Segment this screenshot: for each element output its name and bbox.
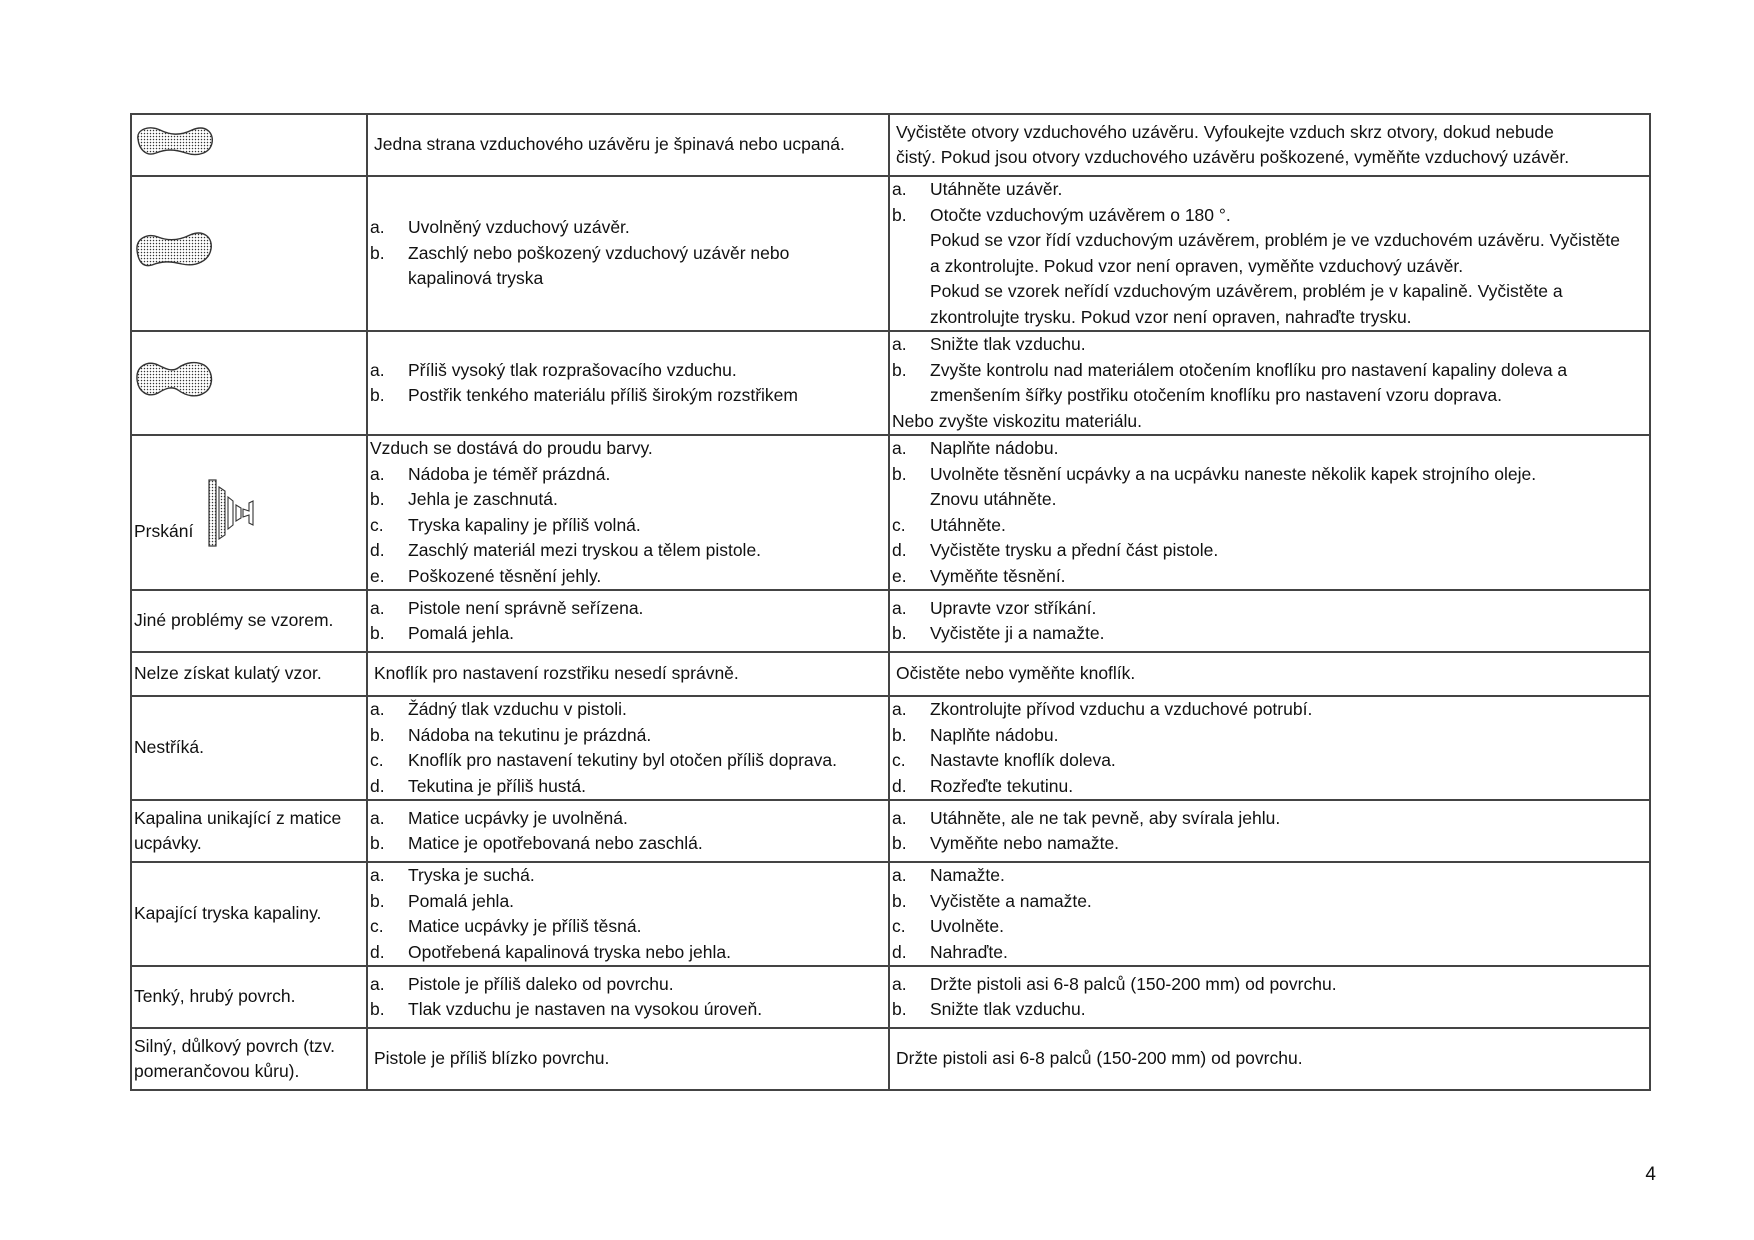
- line-text: Zvyšte kontrolu nad materiálem otočením knoflíku pro nastavení kapaliny doleva a: [930, 359, 1568, 380]
- cause-line: [370, 661, 886, 687]
- remedy-cell: [889, 590, 1650, 652]
- line-text: Pokud se vzor řídí vzduchovým uzávěrem, problém je ve vzduchovém uzávěru. Vyčistěte: [930, 230, 1620, 250]
- remedy-line: [892, 462, 1647, 488]
- remedy-line: [892, 487, 1647, 513]
- line-text: Matice ucpávky je příliš těsná.: [408, 916, 642, 936]
- cause-line: [370, 863, 886, 889]
- line-text: Držte pistoli asi 6-8 palců (150-200 mm) od povrchu.: [930, 973, 1337, 994]
- list-marker: a.: [892, 699, 907, 719]
- problem-cell: [131, 435, 367, 590]
- line-text: Jedna strana vzduchového uzávěru je špinavá nebo ucpaná.: [374, 134, 845, 155]
- remedy-line: [892, 564, 1647, 590]
- problem-cell: [131, 696, 367, 800]
- remedy-cell: [889, 966, 1650, 1028]
- list-marker: a.: [370, 865, 385, 885]
- remedy-line: [892, 1046, 1647, 1072]
- line-text: Tryska kapaliny je příliš volná.: [408, 514, 641, 535]
- cause-cell: [367, 1028, 889, 1090]
- problem-cell: [131, 590, 367, 652]
- list-marker: d.: [370, 775, 385, 796]
- cause-cell: [367, 800, 889, 862]
- list-marker: a.: [892, 179, 907, 199]
- remedy-line: [892, 806, 1647, 832]
- cause-line: [370, 383, 886, 409]
- list-marker: a.: [892, 334, 907, 354]
- problem-cell: [131, 114, 367, 176]
- cause-line: [370, 940, 886, 966]
- list-marker: a.: [370, 807, 385, 828]
- line-text: Snižte tlak vzduchu.: [930, 999, 1086, 1019]
- problem-cell: [131, 331, 367, 435]
- list-marker: c.: [892, 750, 906, 770]
- line-text: Držte pistoli asi 6-8 palců (150-200 mm) od povrchu.: [896, 1048, 1303, 1069]
- list-marker: e.: [370, 565, 385, 586]
- line-text: Utáhněte, ale ne tak pevně, aby svírala jehlu.: [930, 807, 1281, 828]
- line-text: Nebo zvyšte viskozitu materiálu.: [892, 410, 1142, 431]
- remedy-line: [892, 358, 1647, 384]
- problem-label: Nelze získat kulatý vzor.: [134, 663, 322, 684]
- list-marker: d.: [892, 540, 907, 560]
- split-pattern-icon: [134, 384, 214, 404]
- problem-label: Silný, důlkový povrch (tzv. pomerančovou kůru).: [134, 1035, 335, 1081]
- bean-pattern-icon: [134, 143, 216, 163]
- line-text: Otočte vzduchovým uzávěrem o 180 °.: [930, 204, 1231, 225]
- line-text: Vyčistěte ji a namažte.: [930, 623, 1105, 643]
- cause-cell: [367, 176, 889, 331]
- cause-line: [370, 972, 886, 998]
- remedy-line: [892, 723, 1647, 749]
- remedy-line: [892, 120, 1647, 146]
- remedy-cell: [889, 696, 1650, 800]
- remedy-line: [892, 228, 1647, 254]
- cause-line: [370, 564, 886, 590]
- remedy-line: [892, 409, 1647, 435]
- remedy-cell: [889, 331, 1650, 435]
- cause-line: [370, 831, 886, 857]
- kidney-pattern-icon: [134, 254, 214, 274]
- line-text: Rozřeďte tekutinu.: [930, 775, 1074, 796]
- list-marker: a.: [370, 217, 385, 238]
- line-text: Uvolněte těsnění ucpávky a na ucpávku naneste několik kapek strojního oleje.: [930, 463, 1537, 484]
- line-text: Knoflík pro nastavení tekutiny byl otočen příliš doprava.: [408, 750, 837, 770]
- remedy-line: [892, 254, 1647, 280]
- cause-line: [370, 697, 886, 723]
- remedy-line: [892, 596, 1647, 622]
- list-marker: a.: [370, 463, 385, 484]
- remedy-line: [892, 697, 1647, 723]
- problem-cell: [131, 862, 367, 966]
- list-marker: b.: [892, 833, 907, 853]
- line-text: Matice je opotřebovaná nebo zaschlá.: [408, 833, 703, 853]
- cause-line: [370, 215, 886, 241]
- cause-line: [370, 436, 886, 462]
- table-row: [131, 176, 1650, 331]
- cause-line: [370, 538, 886, 564]
- problem-cell: [131, 652, 367, 696]
- list-marker: d.: [892, 941, 907, 962]
- table-row: [131, 862, 1650, 966]
- remedy-line: [892, 513, 1647, 539]
- line-text: Žádný tlak vzduchu v pistoli.: [408, 699, 627, 719]
- problem-label: Nestříká.: [134, 737, 205, 758]
- list-marker: a.: [892, 597, 907, 618]
- problem-label: Prskání: [134, 520, 194, 541]
- list-marker: c.: [370, 514, 384, 535]
- line-text: Vyčistěte trysku a přední část pistole.: [930, 540, 1219, 560]
- line-text: Nádoba je téměř prázdná.: [408, 463, 611, 484]
- remedy-line: [892, 305, 1647, 331]
- line-text: Pistole je příliš blízko povrchu.: [374, 1048, 610, 1069]
- line-text: Namažte.: [930, 865, 1005, 885]
- problem-cell: [131, 800, 367, 862]
- cause-line: [370, 241, 886, 267]
- line-text: zmenšením šířky postřiku otočením knoflíku pro nastavení vzoru doprava.: [930, 385, 1502, 405]
- line-text: Nádoba na tekutinu je prázdná.: [408, 724, 652, 745]
- line-text: Pomalá jehla.: [408, 623, 515, 643]
- remedy-cell: [889, 1028, 1650, 1090]
- remedy-line: [892, 914, 1647, 940]
- remedy-line: [892, 177, 1647, 203]
- remedy-cell: [889, 435, 1650, 590]
- cause-line: [370, 358, 886, 384]
- remedy-line: [892, 774, 1647, 800]
- list-marker: b.: [370, 724, 385, 745]
- list-marker: d.: [370, 540, 385, 560]
- problem-cell: [131, 176, 367, 331]
- problem-cell: [131, 1028, 367, 1090]
- cause-line: [370, 487, 886, 513]
- problem-label: Kapající tryska kapaliny.: [134, 903, 322, 924]
- list-marker: b.: [370, 623, 385, 643]
- spitting-pattern-icon: [205, 477, 257, 549]
- problem-label: Tenký, hrubý povrch.: [134, 986, 296, 1007]
- line-text: Zaschlý nebo poškozený vzduchový uzávěr nebo: [408, 242, 790, 263]
- cause-line: [370, 513, 886, 539]
- cause-cell: [367, 114, 889, 176]
- list-marker: b.: [892, 463, 907, 484]
- list-marker: c.: [892, 916, 906, 936]
- line-text: Uvolněte.: [930, 916, 1004, 936]
- list-marker: a.: [892, 865, 907, 885]
- cause-cell: [367, 331, 889, 435]
- line-text: Vyměňte těsnění.: [930, 565, 1066, 586]
- cause-cell: [367, 862, 889, 966]
- line-text: Utáhněte uzávěr.: [930, 179, 1063, 199]
- list-marker: a.: [892, 807, 907, 828]
- remedy-cell: [889, 652, 1650, 696]
- line-text: Snižte tlak vzduchu.: [930, 334, 1086, 354]
- cause-cell: [367, 696, 889, 800]
- cause-line: [370, 462, 886, 488]
- list-marker: b.: [892, 999, 907, 1019]
- line-text: kapalinová tryska: [408, 268, 544, 289]
- remedy-line: [892, 972, 1647, 998]
- cause-line: [370, 748, 886, 774]
- list-marker: d.: [370, 941, 385, 962]
- remedy-line: [892, 889, 1647, 915]
- list-marker: a.: [370, 699, 385, 719]
- line-text: zkontrolujte trysku. Pokud vzor není opraven, nahraďte trysku.: [930, 306, 1412, 327]
- table-row: [131, 590, 1650, 652]
- cause-cell: [367, 966, 889, 1028]
- table-row: [131, 435, 1650, 590]
- line-text: Příliš vysoký tlak rozprašovacího vzduchu.: [408, 359, 737, 380]
- remedy-line: [892, 997, 1647, 1023]
- line-text: a zkontrolujte. Pokud vzor není opraven, vyměňte vzduchový uzávěr.: [930, 255, 1464, 276]
- remedy-line: [892, 940, 1647, 966]
- line-text: Nastavte knoflík doleva.: [930, 750, 1116, 770]
- list-marker: b.: [370, 385, 385, 405]
- line-text: Vzduch se dostává do proudu barvy.: [370, 438, 653, 458]
- line-text: Naplňte nádobu.: [930, 438, 1059, 458]
- cause-line: [370, 132, 886, 158]
- list-marker: b.: [892, 724, 907, 745]
- remedy-cell: [889, 176, 1650, 331]
- remedy-line: [892, 621, 1647, 647]
- cause-line: [370, 914, 886, 940]
- problem-cell: [131, 966, 367, 1028]
- remedy-line: [892, 436, 1647, 462]
- list-marker: b.: [892, 623, 907, 643]
- list-marker: a.: [370, 973, 385, 994]
- list-marker: c.: [370, 750, 384, 770]
- remedy-line: [892, 145, 1647, 171]
- table-row: [131, 114, 1650, 176]
- list-marker: b.: [370, 242, 385, 263]
- line-text: Tryska je suchá.: [408, 865, 535, 885]
- remedy-cell: [889, 114, 1650, 176]
- line-text: Pistole je příliš daleko od povrchu.: [408, 973, 674, 994]
- cause-line: [370, 1046, 886, 1072]
- cause-cell: [367, 590, 889, 652]
- remedy-line: [892, 279, 1647, 305]
- line-text: čistý. Pokud jsou otvory vzduchového uzávěru poškozené, vyměňte vzduchový uzávěr.: [896, 147, 1570, 167]
- cause-line: [370, 266, 886, 292]
- table-row: [131, 652, 1650, 696]
- line-text: Vyměňte nebo namažte.: [930, 833, 1120, 853]
- line-text: Utáhněte.: [930, 514, 1006, 535]
- list-marker: b.: [892, 890, 907, 911]
- cause-line: [370, 596, 886, 622]
- line-text: Matice ucpávky je uvolněná.: [408, 807, 628, 828]
- cause-line: [370, 774, 886, 800]
- list-marker: e.: [892, 565, 907, 586]
- cause-cell: [367, 435, 889, 590]
- list-marker: a.: [892, 438, 907, 458]
- cause-line: [370, 621, 886, 647]
- line-text: Uvolněný vzduchový uzávěr.: [408, 217, 630, 238]
- line-text: Tlak vzduchu je nastaven na vysokou úroveň.: [408, 999, 763, 1019]
- list-marker: c.: [370, 916, 384, 936]
- list-marker: d.: [892, 775, 907, 796]
- list-marker: b.: [370, 833, 385, 853]
- line-text: Knoflík pro nastavení rozstřiku nesedí správně.: [374, 663, 739, 684]
- line-text: Pomalá jehla.: [408, 890, 515, 911]
- line-text: Tekutina je příliš hustá.: [408, 775, 587, 796]
- remedy-line: [892, 203, 1647, 229]
- remedy-line: [892, 863, 1647, 889]
- list-marker: b.: [370, 489, 385, 509]
- list-marker: a.: [892, 973, 907, 994]
- line-text: Opotřebená kapalinová tryska nebo jehla.: [408, 941, 731, 962]
- list-marker: a.: [370, 359, 385, 380]
- remedy-line: [892, 661, 1647, 687]
- line-text: Vyčistěte a namažte.: [930, 890, 1092, 911]
- remedy-cell: [889, 800, 1650, 862]
- list-marker: a.: [370, 597, 385, 618]
- remedy-line: [892, 748, 1647, 774]
- cause-line: [370, 997, 886, 1023]
- remedy-line: [892, 332, 1647, 358]
- line-text: Nahraďte.: [930, 941, 1008, 962]
- cause-cell: [367, 652, 889, 696]
- line-text: Pokud se vzorek neřídí vzduchovým uzávěrem, problém je v kapalině. Vyčistěte a: [930, 281, 1563, 301]
- cause-line: [370, 889, 886, 915]
- cause-line: [370, 806, 886, 832]
- line-text: Očistěte nebo vyměňte knoflík.: [896, 663, 1136, 684]
- table-row: [131, 331, 1650, 435]
- list-marker: b.: [892, 359, 907, 380]
- problem-label: Jiné problémy se vzorem.: [134, 610, 334, 631]
- table-row: [131, 966, 1650, 1028]
- page-number: 4: [1645, 1164, 1656, 1185]
- table-row: [131, 800, 1650, 862]
- remedy-line: [892, 538, 1647, 564]
- line-text: Zkontrolujte přívod vzduchu a vzduchové potrubí.: [930, 699, 1313, 719]
- line-text: Upravte vzor stříkání.: [930, 597, 1097, 618]
- table-row: [131, 696, 1650, 800]
- remedy-line: [892, 831, 1647, 857]
- line-text: Zaschlý materiál mezi tryskou a tělem pistole.: [408, 540, 762, 560]
- line-text: Jehla je zaschnutá.: [408, 489, 558, 509]
- table-row: [131, 1028, 1650, 1090]
- troubleshooting-table: [130, 113, 1651, 1091]
- cause-line: [370, 723, 886, 749]
- list-marker: b.: [892, 204, 907, 225]
- line-text: Poškozené těsnění jehly.: [408, 565, 602, 586]
- line-text: Postřik tenkého materiálu příliš širokým rozstřikem: [408, 385, 798, 405]
- line-text: Vyčistěte otvory vzduchového uzávěru. Vyfoukejte vzduch skrz otvory, dokud nebude: [896, 121, 1554, 142]
- line-text: Pistole není správně seřízena.: [408, 597, 644, 618]
- list-marker: b.: [370, 890, 385, 911]
- line-text: Naplňte nádobu.: [930, 724, 1059, 745]
- line-text: Znovu utáhněte.: [930, 489, 1057, 509]
- list-marker: b.: [370, 999, 385, 1019]
- problem-label: Kapalina unikající z matice ucpávky.: [134, 807, 342, 853]
- remedy-line: [892, 383, 1647, 409]
- remedy-cell: [889, 862, 1650, 966]
- list-marker: c.: [892, 514, 906, 535]
